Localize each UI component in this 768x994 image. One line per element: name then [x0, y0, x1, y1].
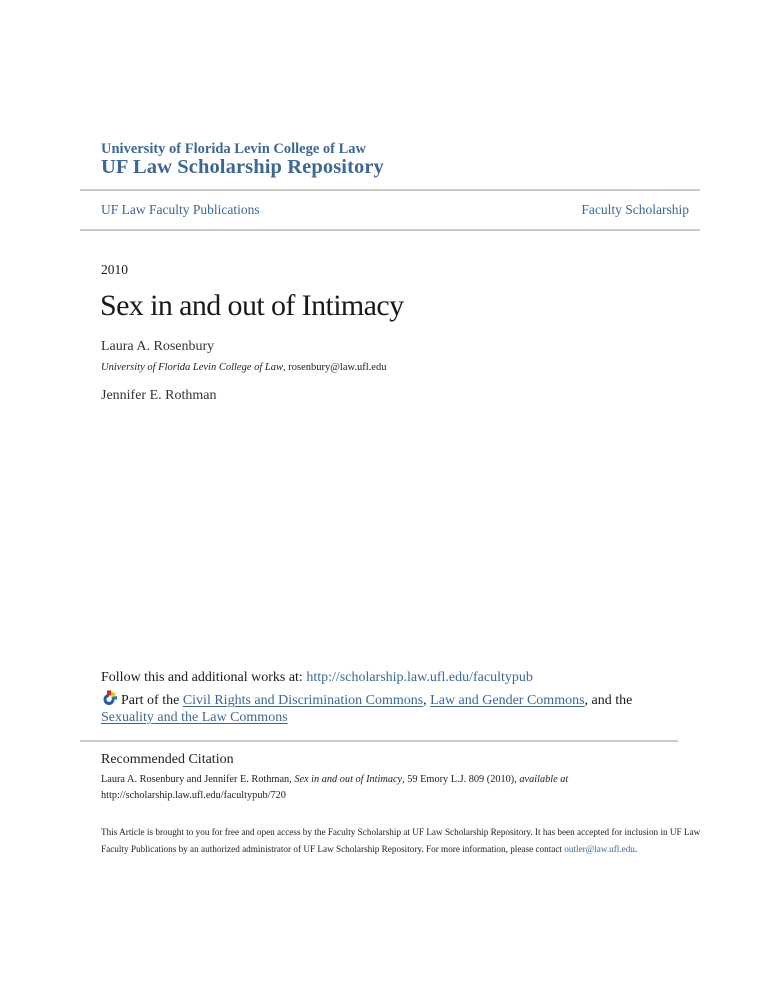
- commons-link[interactable]: Civil Rights and Discrimination Commons: [182, 693, 424, 708]
- footer-end: .: [634, 843, 638, 854]
- commons-link[interactable]: Sexuality and the Law Commons: [101, 710, 288, 725]
- follow-line: [101, 670, 533, 686]
- collection-link[interactable]: UF Law Faculty Publications: [101, 202, 260, 217]
- follow-prefix: Follow this and additional works at:: [101, 670, 307, 685]
- follow-url-link[interactable]: http://scholarship.law.ufl.edu/facultypub: [306, 670, 533, 685]
- header-divider-top: [80, 189, 700, 191]
- community-link[interactable]: Faculty Scholarship: [581, 202, 689, 217]
- citation-divider: [80, 740, 678, 742]
- citation-text: [101, 772, 661, 804]
- part-of-prefix: Part of the: [121, 693, 183, 708]
- citation-heading: Recommended Citation: [101, 752, 234, 767]
- commons-link[interactable]: Law and Gender Commons: [430, 693, 585, 708]
- commons-separator: ,: [423, 693, 431, 708]
- repository-name[interactable]: UF Law Scholarship Repository: [101, 156, 384, 178]
- citation-authors: Laura A. Rosenbury and Jennifer E. Rothman,: [101, 774, 295, 785]
- institution-name[interactable]: University of Florida Levin College of Law: [101, 141, 367, 157]
- author-email: rosenbury@law.ufl.edu: [288, 362, 387, 373]
- citation-title: Sex in and out of Intimacy: [294, 774, 403, 785]
- digital-commons-network-icon: [101, 690, 118, 706]
- part-of-line-continued: [101, 710, 288, 726]
- author-affiliation: [101, 362, 386, 373]
- author-name: Jennifer E. Rothman: [101, 388, 217, 403]
- article-title: Sex in and out of Intimacy: [100, 289, 404, 322]
- header-divider-bottom: [80, 229, 700, 231]
- publication-year: 2010: [101, 262, 128, 277]
- citation-url: http://scholarship.law.ufl.edu/facultypub/720: [101, 790, 286, 801]
- commons-separator: , and the: [584, 693, 633, 708]
- footer-notice: [101, 824, 701, 857]
- affiliation-separator: ,: [283, 362, 289, 373]
- author-name: Laura A. Rosenbury: [101, 339, 215, 354]
- citation-source: , 59 Emory L.J. 809 (2010),: [402, 774, 520, 785]
- contact-email-link[interactable]: outler@law.ufl.edu: [564, 843, 635, 854]
- affiliation-name: University of Florida Levin College of Law: [101, 362, 283, 373]
- part-of-line: [101, 690, 632, 709]
- citation-available: available at: [519, 774, 569, 785]
- footer-text: This Article is brought to you for free and open access by the Faculty Scholarship at UF Law Scholarship Repository. It has been accepted for inclusion in UF Law Faculty Publications by an authorized administrator of UF Law Scholarship Repository. For more information, please contact: [101, 827, 701, 854]
